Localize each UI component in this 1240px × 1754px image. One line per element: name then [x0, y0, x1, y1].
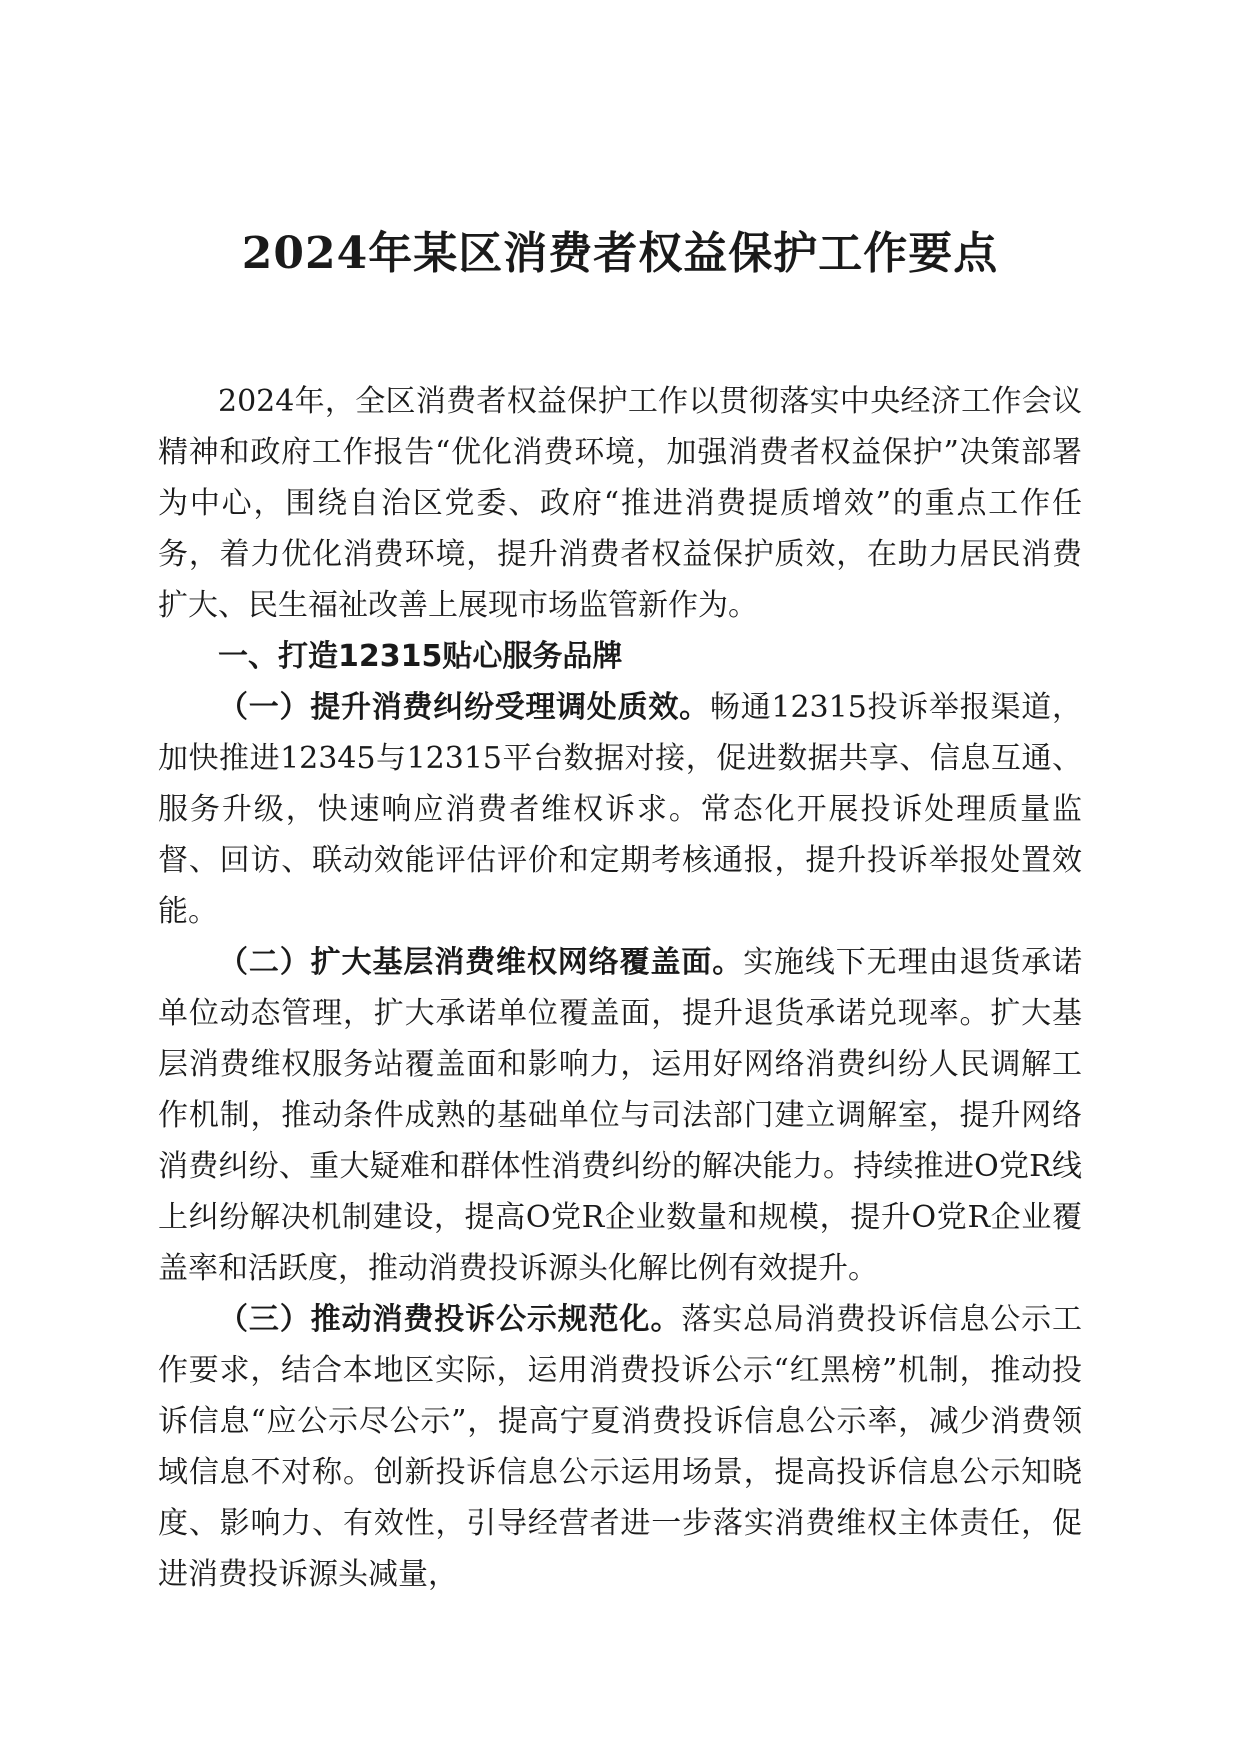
item-paragraph: [158, 682, 1082, 937]
item-1-text: 畅通12315投诉举报渠道，加快推进12345与12315平台数据对接，促进数据共享、信息互通、服务升级，快速响应消费者维权诉求。常态化开展投诉处理质量监督、回访、联动效能评估评价和定期考核通报，提升投诉举报处置效能。: [158, 690, 1083, 929]
item-2-text: 实施线下无理由退货承诺单位动态管理，扩大承诺单位覆盖面，提升退货承诺兑现率。扩大基层消费维权服务站覆盖面和影响力，运用好网络消费纠纷人民调解工作机制，推动条件成熟的基础单位与司法部门建立调解室，提升网络消费纠纷、重大疑难和群体性消费纠纷的解决能力。持续推进O党R线上纠纷解决机制建设，提高O党R企业数量和规模，提升O党R企业覆盖率和活跃度，推动消费投诉源头化解比例有效提升。: [158, 945, 1083, 1286]
section-1-heading: 一、打造12315贴心服务品牌: [218, 639, 623, 674]
intro-paragraph: 2024年，全区消费者权益保护工作以贯彻落实中央经济工作会议精神和政府工作报告“优化消费环境，加强消费者权益保护”决策部署为中心，围绕自治区党委、政府“推进消费提质增效”的重点工作任务，着力优化消费环境，提升消费者权益保护质效，在助力居民消费扩大、民生福祉改善上展现市场监管新作为。: [158, 384, 1082, 623]
item-1-label: （一）提升消费纠纷受理调处质效。: [218, 690, 710, 725]
document-title: 2024年某区消费者权益保护工作要点: [241, 228, 999, 279]
document-body: [158, 376, 1082, 1600]
section-heading: [158, 631, 1082, 682]
item-3-label: （三）推动消费投诉公示规范化。: [218, 1302, 682, 1337]
item-3-text: 落实总局消费投诉信息公示工作要求，结合本地区实际，运用消费投诉公示“红黑榜”机制，推动投诉信息“应公示尽公示”，提高宁夏消费投诉信息公示率，减少消费领域信息不对称。创新投诉信息公示运用场景，提高投诉信息公示知晓度、影响力、有效性，引导经营者进一步落实消费维权主体责任，促进消费投诉源头减量，: [158, 1302, 1083, 1592]
item-paragraph: [158, 1294, 1082, 1600]
item-2-label: （二）扩大基层消费维权网络覆盖面。: [218, 945, 744, 980]
item-paragraph: [158, 937, 1082, 1294]
